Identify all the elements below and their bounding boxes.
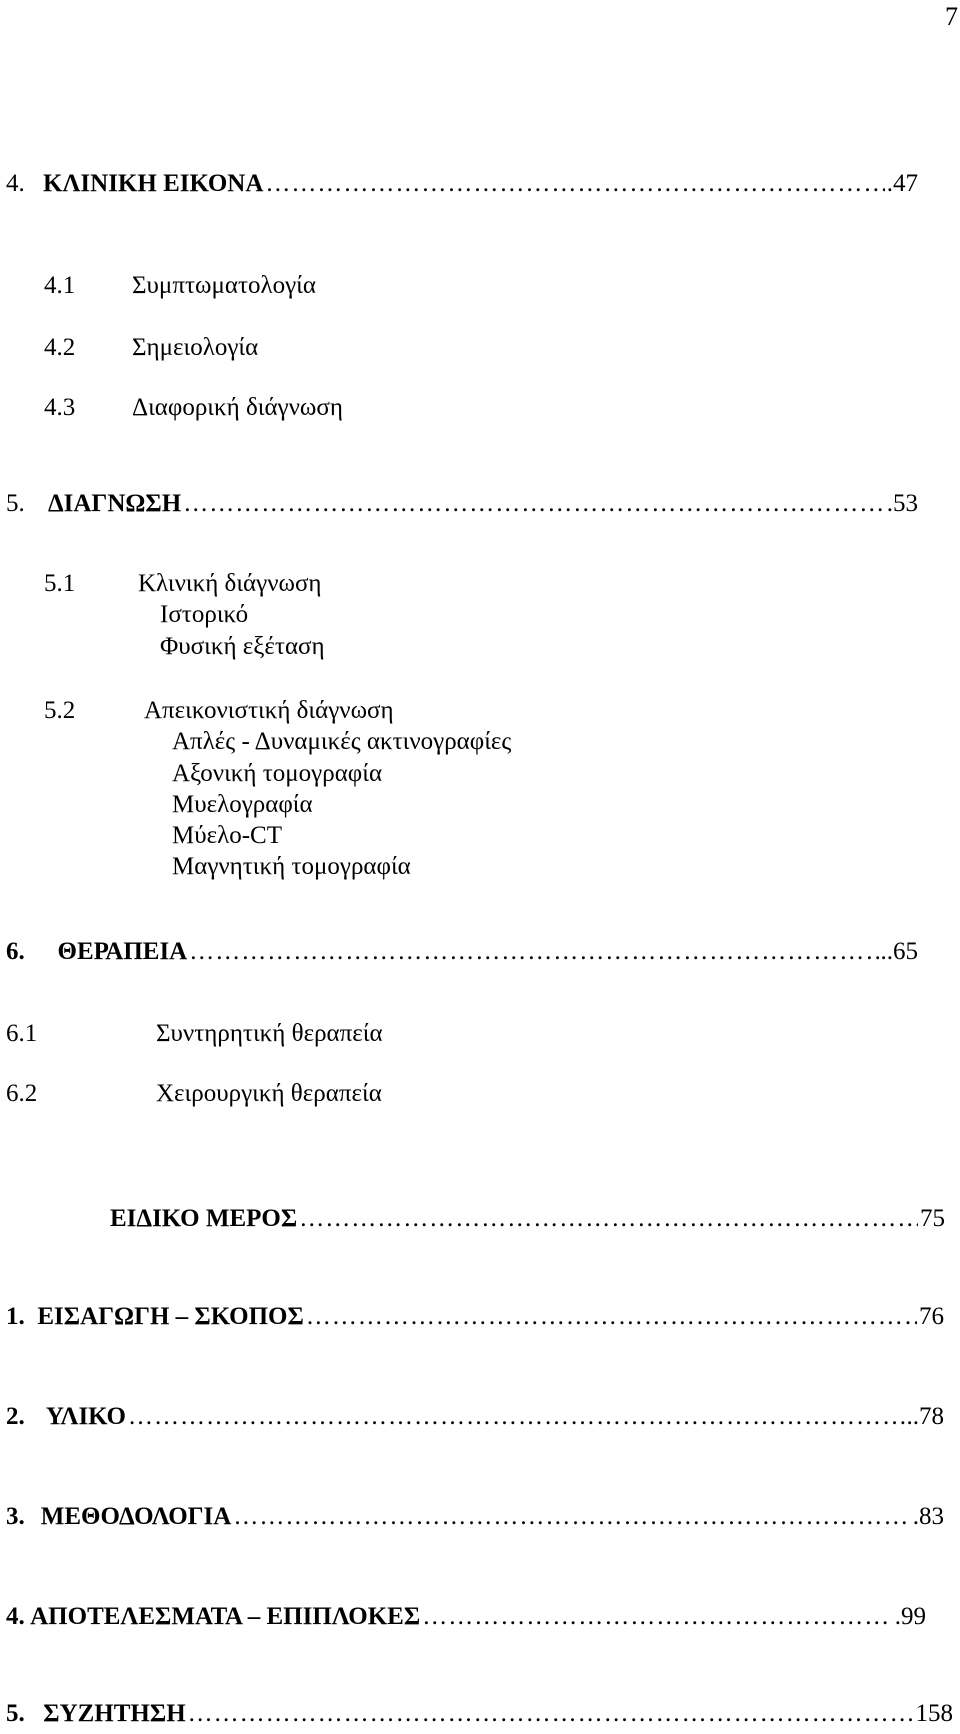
toc-entry-number: 5. xyxy=(6,1700,25,1727)
toc-item[interactable]: Αξονική τομογραφία xyxy=(172,760,383,787)
toc-entry-number: 4. xyxy=(6,170,25,197)
toc-item[interactable]: Μυελογραφία xyxy=(172,791,313,818)
toc-dot-leader xyxy=(265,170,884,198)
toc-subentry-title[interactable]: Απεικονιστική διάγνωση xyxy=(144,697,394,724)
toc-entry-special-part[interactable] xyxy=(110,1205,945,1239)
toc-dot-leader xyxy=(183,490,885,518)
toc-item[interactable]: Ιστορικό xyxy=(160,601,249,628)
toc-dot-leader xyxy=(422,1603,893,1631)
toc-dot-leader xyxy=(233,1503,910,1531)
toc-entry-page-lead: . xyxy=(912,1503,919,1530)
toc-subentry-title[interactable]: Συμπτωματολογία xyxy=(132,272,316,299)
page-number: 7 xyxy=(945,2,958,31)
toc-dot-leader xyxy=(306,1303,917,1331)
toc-dot-leader xyxy=(188,1700,914,1728)
toc-entry-number: 1. xyxy=(6,1303,25,1330)
toc-dot-leader xyxy=(128,1403,905,1431)
toc-dot-leader xyxy=(299,1205,918,1233)
toc-subentry-number: 4.2 xyxy=(44,334,76,361)
toc-entry-5-discussion[interactable] xyxy=(6,1700,953,1734)
toc-entry-title: ΔΙΑΓΝΩΣΗ xyxy=(47,490,182,517)
toc-entry-page: 75 xyxy=(920,1205,945,1232)
toc-entry-number: 3. xyxy=(6,1503,25,1530)
toc-subentry-number: 5.1 xyxy=(44,570,76,597)
toc-entry-2-material[interactable] xyxy=(6,1403,944,1437)
toc-entry-page: 78 xyxy=(919,1403,944,1430)
toc-subentry-number: 5.2 xyxy=(44,697,76,724)
toc-subentry-number: 6.1 xyxy=(6,1020,38,1047)
toc-entry-page: 99 xyxy=(901,1603,926,1630)
toc-subentry-title[interactable]: Διαφορική διάγνωση xyxy=(132,394,343,421)
toc-entry-1-introduction[interactable] xyxy=(6,1303,944,1337)
toc-entry-title: ΚΛΙΝΙΚΗ ΕΙΚΟΝΑ xyxy=(43,170,264,197)
toc-entry-number: 4. xyxy=(6,1603,25,1630)
toc-entry-title: ΥΛΙΚΟ xyxy=(45,1403,126,1430)
toc-entry-page: 83 xyxy=(919,1503,944,1530)
toc-entry-5[interactable] xyxy=(6,490,918,524)
toc-entry-page: 53 xyxy=(893,490,918,517)
toc-entry-page-lead: .. xyxy=(880,938,893,965)
toc-entry-page: 158 xyxy=(915,1700,953,1727)
toc-entry-page-lead: . xyxy=(886,170,893,197)
toc-item[interactable]: Φυσική εξέταση xyxy=(160,633,325,660)
toc-entry-page: 65 xyxy=(893,938,918,965)
toc-item[interactable]: Απλές - Δυναμικές ακτινογραφίες xyxy=(172,728,512,755)
toc-entry-number: 5. xyxy=(6,490,25,517)
toc-entry-3-methodology[interactable] xyxy=(6,1503,944,1537)
toc-item[interactable]: Μύελο-CT xyxy=(172,822,282,849)
toc-entry-title: ΑΠΟΤΕΛΕΣΜΑΤΑ – ΕΠΙΠΛΟΚΕΣ xyxy=(30,1603,421,1630)
toc-entry-page-lead: . xyxy=(894,1603,901,1630)
toc-entry-4-results[interactable] xyxy=(6,1603,926,1637)
toc-subentry-number: 4.3 xyxy=(44,394,76,421)
toc-entry-6[interactable] xyxy=(6,938,918,972)
toc-subentry-title[interactable]: Σημειολογία xyxy=(132,334,259,361)
toc-entry-page-lead: . xyxy=(886,490,893,517)
toc-entry-title: ΘΕΡΑΠΕΙΑ xyxy=(57,938,188,965)
toc-entry-page: 47 xyxy=(893,170,918,197)
toc-entry-page: 76 xyxy=(919,1303,944,1330)
toc-entry-title: ΕΙΔΙΚΟ ΜΕΡΟΣ xyxy=(110,1205,298,1232)
toc-entry-title: ΕΙΣΑΓΩΓΗ – ΣΚΟΠΟΣ xyxy=(37,1303,304,1330)
toc-entry-title: ΜΕΘΟΔΟΛΟΓΙΑ xyxy=(40,1503,232,1530)
toc-subentry-number: 4.1 xyxy=(44,272,76,299)
toc-subentry-title[interactable]: Κλινική διάγνωση xyxy=(138,570,322,597)
toc-entry-number: 2. xyxy=(6,1403,25,1430)
toc-subentry-title[interactable]: Χειρουργική θεραπεία xyxy=(156,1080,382,1107)
toc-entry-number: 6. xyxy=(6,938,25,965)
toc-subentry-number: 6.2 xyxy=(6,1080,38,1107)
toc-entry-page-lead: .. xyxy=(906,1403,919,1430)
toc-entry-4[interactable] xyxy=(6,170,918,204)
toc-dot-leader xyxy=(189,938,878,966)
toc-entry-title: ΣΥΖΗΤΗΣΗ xyxy=(43,1700,186,1727)
toc-item[interactable]: Μαγνητική τομογραφία xyxy=(172,853,411,880)
toc-subentry-title[interactable]: Συντηρητική θεραπεία xyxy=(156,1020,383,1047)
